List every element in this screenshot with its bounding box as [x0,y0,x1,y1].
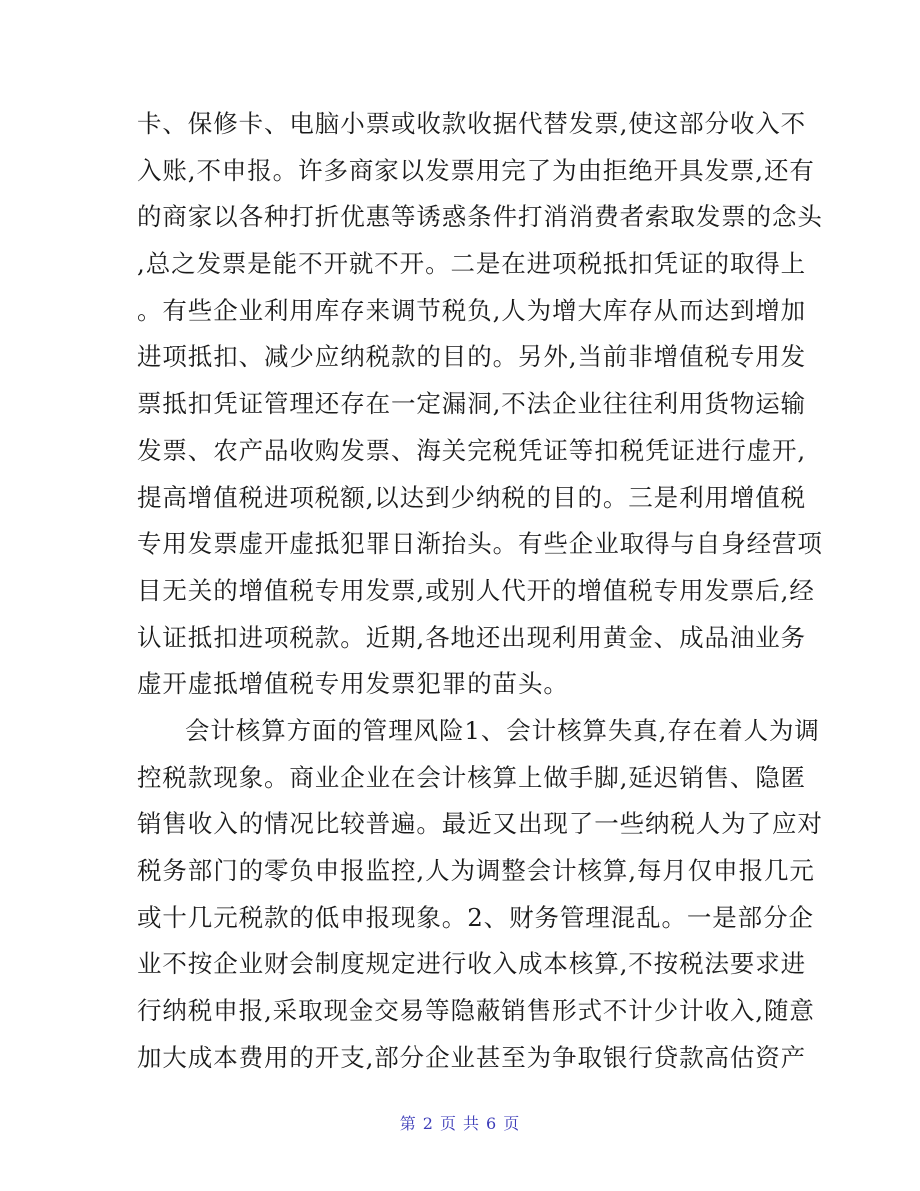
page-label-prefix: 第 [399,1114,417,1133]
text-line: 虚开虚抵增值税专用发票犯罪的苗头。 [137,669,569,699]
text-line: 业不按企业财会制度规定进行收入成本核算,不按税法要求进 [137,949,807,979]
text-line: 卡、保修卡、电脑小票或收款收据代替发票,使这部分收入不 [137,109,807,138]
text-line: 行纳税申报,采取现金交易等隐蔽销售形式不计少计收入,随意 [137,996,815,1026]
page-total-prefix: 共 [463,1114,481,1133]
text-line: 的商家以各种打折优惠等诱惑条件打消消费者索取发票的念头 [137,202,823,232]
text-line: 入账,不申报。许多商家以发票用完了为由拒绝开具发票,还有 [137,155,815,185]
text-line: 票抵扣凭证管理还存在一定漏洞,不法企业往往利用货物运输 [137,389,807,419]
text-line: 或十几元税款的低申报现象。2、财务管理混乱。一是部分企 [137,902,814,932]
page-footer [0,1111,920,1134]
text-line: 控税款现象。商业企业在会计核算上做手脚,延迟销售、隐匿 [137,762,807,792]
text-line: 销售收入的情况比较普遍。最近又出现了一些纳税人为了应对 [137,809,823,839]
text-line: 税务部门的零负申报监控,人为调整会计核算,每月仅申报几元 [137,856,815,885]
text-line: 。有些企业利用库存来调节税负,人为增大库存从而达到增加 [137,295,807,325]
document-body [137,101,823,1081]
page-label-mid: 页 [439,1114,457,1133]
page-current-number: 2 [422,1114,434,1133]
page-total-number: 6 [486,1114,498,1133]
page-label-suffix: 页 [503,1114,521,1133]
text-line: 认证抵扣进项税款。近期,各地还出现利用黄金、成品油业务 [137,622,807,652]
text-line: 发票、农产品收购发票、海关完税凭证等扣税凭证进行虚开, [137,435,807,465]
text-line: ,总之发票是能不开就不开。二是在进项税抵扣凭证的取得上 [137,249,807,279]
text-line: 加大成本费用的开支,部分企业甚至为争取银行贷款高估资产 [137,1042,807,1072]
text-line: 目无关的增值税专用发票,或别人代开的增值税专用发票后,经 [137,575,815,605]
paragraph-start-line: 会计核算方面的管理风险1、会计核算失真,存在着人为调 [185,715,820,745]
text-line: 进项抵扣、减少应纳税款的目的。另外,当前非增值税专用发 [137,342,807,372]
text-line: 专用发票虚开虚抵犯罪日渐抬头。有些企业取得与自身经营项 [137,529,823,559]
text-line: 提高增值税进项税额,以达到少纳税的目的。三是利用增值税 [137,482,807,512]
